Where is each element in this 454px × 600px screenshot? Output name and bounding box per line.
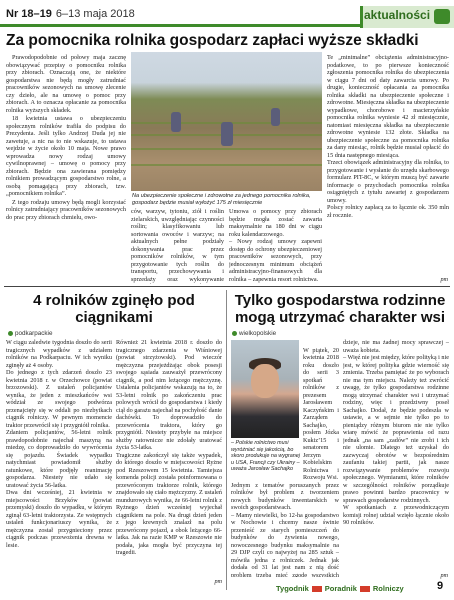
article-3-location-text: wielkopolskie [239, 330, 277, 337]
location-pin-icon [8, 331, 13, 336]
issue-number: Nr 18–19 [6, 8, 52, 20]
article-1-paragraph: Prawodopodobnie od połowy maja zacznę obowiązywać przepisy o pomocniku rolnika przy zbiorach. Oznaczają one, że niektóre gospodarstwa nie będą mogły zatrudniać pracowników sezonowych na umowę zlecenie czy dzieło, ale na umowę o pomoc przy zbiorach. A to oznacza opłacanie za pomocnika rolnika wyższych składek. [6, 54, 126, 114]
article-3-title: Tylko gospodarstwa rodzinne mogą utrzymać charakter wsi [234, 292, 446, 326]
location-pin-icon [232, 331, 237, 336]
article-2-location-text: podkarpackie [15, 330, 53, 337]
section-label: aktualności [364, 8, 431, 22]
page-number: 9 [437, 580, 444, 592]
header-rule [0, 24, 360, 27]
issue-info [6, 8, 135, 20]
article-1-col-4: Te „minimalne” obciążenia administracyjno-podatkowe, to po pierwsze konieczność zgłoszenia pomocnika rolnika do ubezpieczenia w ciągu 7 dni od daty zawarcia umowy. Po drugie, konieczność opłacania za pomocnika rolnika składki na ubezpieczenie społeczne i zdrowotne. Miesięczna składka na ubezpieczenie wypadkowe, chorobowe i macierzyńskie pomocnika rolnika wyniesie 42 zł miesięcznie, natomiast miesięczna składka na ubezpieczenie zdrowotne wyniesie 132 złote. Składka na ubezpieczenie społeczne za pomocnika rolnika za dany miesiąc, rolnik będzie musiał opłacić do 15 dnia następnego miesiąca. Trzeci obowiązek administracyjny dla rolnika, to przygotowanie i wysłanie do urzędu skarbowego formularz PIT-8C, w którym muszą być zawarte informacje o przychodach pomocnika rolnika osiągniętych z tytułu zawartej z gospodarzem umowy. Polscy rolnicy zapłacą za to łącznie ok. 350 mln zł rocznie. [327, 54, 449, 219]
article-2-location [8, 330, 52, 337]
column-divider [226, 290, 227, 590]
article-1-col-3: Umowa o pomocy przy zbiorach będzie mogła zostać zawarta maksymalnie na 180 dni w ciągu roku kalendarzowego. – Nowy rodzaj umowy zapewni dostęp do ochrony ubezpieczeniowej pracowników sezonowych, przy jednoczesnym minimum obciążeń administracyjno-finansowych dla rolnika – zapewnia resort rolnictwa. [229, 208, 322, 283]
article-3-col-1-text: W piątek, 20 kwietnia 2018 roku doszło do serii 3 spotkań rolników z prezesem Jarosławem Kaczyńskim i Zarządem Sachajko, posłem Józka Kukiz’15 i senatorem Jerzym Kobielskim Rolnictwa i Rozwoju Wsi. Jednym z tematów poruszanych przez rolników był problem z tworzeniem nowych budynków inwentarskich w swoich gospodarstwach. – Mamy niewielki, bo 12-ha gospodarstwo w Nochowie i chcemy nasze świnie przenieść ze starych pomieszczeń do budynków do żywienia nowego, nowoczesnego budynku maksymalnie na 29 DJP czyli co najwyżej na 285 sztuk – mówiła jedna z rolniczek. Jednak jak dodała od 31 lat jest nam z nią dość problem trzeba mieć zgodę wszystkich [231, 346, 339, 577]
article-2-title: 4 rolników zginęło pod ciągnikami [33, 292, 195, 326]
article-1-signature: pm [440, 276, 448, 283]
brand-word-3: Rolniczy [372, 584, 404, 593]
brand-word-1: Tygodnik [276, 584, 309, 593]
article-3-location [232, 330, 276, 337]
article-3-col-1 [231, 339, 339, 577]
article-1-paragraph: 18 kwietnia ustawa o ubezpieczeniu społecznym rolników trafiła do podpisu do Prezydenta. Jeśli tylko Andrzej Duda jej nie zawetuje, a nic na to nie wskazuje, to ustawa wejdzie w życie około 10 maja. Nowe prawo wprowadza nowy rodzaj umowy cywilnoprawnej – umowę o pomocy przy zbiorach. Będzie ona zawierana pomiędzy rolnikiem prowadzącym gospodarstwo rolne, a osobą pomagającą przy zbiorach, tzw. „pomocnikiem rolnika”. [6, 115, 126, 197]
article-1-col-2: ców, warzyw, tytoniu, ziół i roślin zielarskich, uwzględniając czynności roślin; klasyfikowaniu lub sortowania owoców i warzyw; na aktualnych pełne podziały dokonywania prac przez pomocników rolników, w tym przygotowanie tych roślin do transportu, przechowywania i sprzedaży oraz wykonywanie [131, 208, 224, 283]
tractor-icon [434, 9, 450, 24]
article-1-title: Za pomocnika rolnika gospodarz zapłaci wyższe składki [6, 32, 419, 49]
article-1-col-1 [6, 54, 126, 284]
article-2-signature: pm [214, 578, 222, 585]
article-3-signature: pm [440, 572, 448, 579]
issue-date: 6–13 maja 2018 [55, 8, 135, 20]
article-2-col-2: Również 21 kwietnia 2018 r. doszło do tragicznego zdarzenia w Wiśniowej (powiat strzyżowski). Pod wieczór mężczyzna przejeżdżając obok posesji swojego sąsiada zauważył przewrócony ciągnik, a pod nim leżącego mężczyznę. Ustalenia policjantów wskazują na to, że 53-letni rolnik po zakończeniu prac polowych wrócił do gospodarstwa i kiedy ciął do garażu najechał na pochyłość danie dachówki. To doprowadziło do przewrócenia traktora, który go przygniótł. Niestety przybyłe na miejsce służby ratownicze nie zdołały uratować życia 53-latka. Tragiczne zakończył się także wypadek, do którego doszło w miejscowości Ryżne pod Rzeszowem 15 kwietnia. Tamtejsza komenda policji została poinformowana o przewróconym traktorze rolnik, którego znajdowało się ciało mężczyzny. Z ustaleń mundurowych wynika, że 66-letni rolnik z Ryżnego dzień wcześniej wyjechał ciągnikiem na pole. Na drugi dzień jeden z jego krewnych znalazł na polu przewrócony pojazd, a obok leżącego 66-latka. Jak na razie KMP w Rzeszowie nie podała, jaka mogła być przyczyna tej tragedii. [116, 339, 222, 556]
article-1-paragraph: Z tego rodzaju umowy będą mogli korzystać rolnicy zatrudniający pracowników sezonowych do prac przy zbiorach chmielu, owo- [6, 198, 126, 221]
article-3-photo-caption: – Polskie rolnictwo musi wyróżniać się jakością, bo skoro produkuje na wygranej u USA, Francji czy Ukrainy – uważa Jarosław Sachajko [231, 440, 300, 473]
article-3-col-2: dzieje, nie ma żadnej mocy sprawczej – uważa kobieta. – Więź nie jest między, które polityką i nie jest, w której polityka gdzie wierność się zmienia. Trzeba pamiętać że po wyborach nie ma tym miejscu. Należy też zwrócić uwagę, że tylko gospodarstwa rodzinne mogą utrzymać charakter wsi i utrzymać rodziny, więc i przedziwny poseł Sachajko. Dodał, że będzie podeszła w ustawie, a w sejmie nie tylko po to pieniądzy różnym biurom nie nie tylko wiarę mówić że poprawienia od razu jednak „na sam „zadów” nie zrobi i ich nie ulomie. Dlatego też uzyskał do zazwyczaj obrotów w bezpośrednim zaufaniu takiej partii, jak nasze rozwiązywanie problemów rozwoju społecznego. Wymiarami, które rolników w szczególności rolników porządkuje prawo powinni bardzo pracownicy w sprawach gospodarstw rodzinnych. W spotkaniach z przewodniczącym komisji rolnej udział wzięło łącznie około 90 rolników. [343, 339, 449, 526]
article-2-col-1: W ciągu zaledwie tygodnia doszło do serii tragicznych wypadków z udziałem rolników na Podkarpaciu. W ich wyniku zginęły aż 4 osoby. Do jednego z tych zdarzeń doszło 23 kwietnia 2018 r. w Orzechowce (powiat brzozowski). Z ustaleń policjantów wynika, że jeden z mieszkańców wsi wódział ze swojego podwórza przenajcięty się w oddali po niezbytkach ciągnik rolniczy. W pewnym momencie traktor przewrócił się i przygniótł rolnika. Zdaniem policjantów, 56-letni rolnik prawdopodobnie najechał maszyną na miedzę, co doprowadziło do wywrócenia się pojazdu. Świadek wypadku natychmiast powiadomił służby ratunkowe, które podjęły reanimację gospodarza. Niestety nie udało się uratować życia 56-latka. Dwa dni wcześniej, 21 kwietnia w miejscowości Brzyków (powiat przemyski) doszło do wypadku, w którym zginął 63-letni traktorzysta. Ze wstępnych ustaleń funkcjonariuszy wynika, że mężczyzna został przygnieciony przez ciągnik podczas przewożenia drewna w lesie. [6, 339, 112, 549]
field-workers-photo [131, 52, 322, 191]
brand-word-2: Poradnik [324, 584, 357, 593]
section-divider [4, 286, 450, 287]
article-1-photo-caption: Na ubezpieczenie społeczne i zdrowotne za jednego pomocnika rolnika, gospodarz będzie musiał wyłożyć 175 zł miesięcznie [132, 193, 311, 206]
publication-brand [274, 584, 406, 593]
